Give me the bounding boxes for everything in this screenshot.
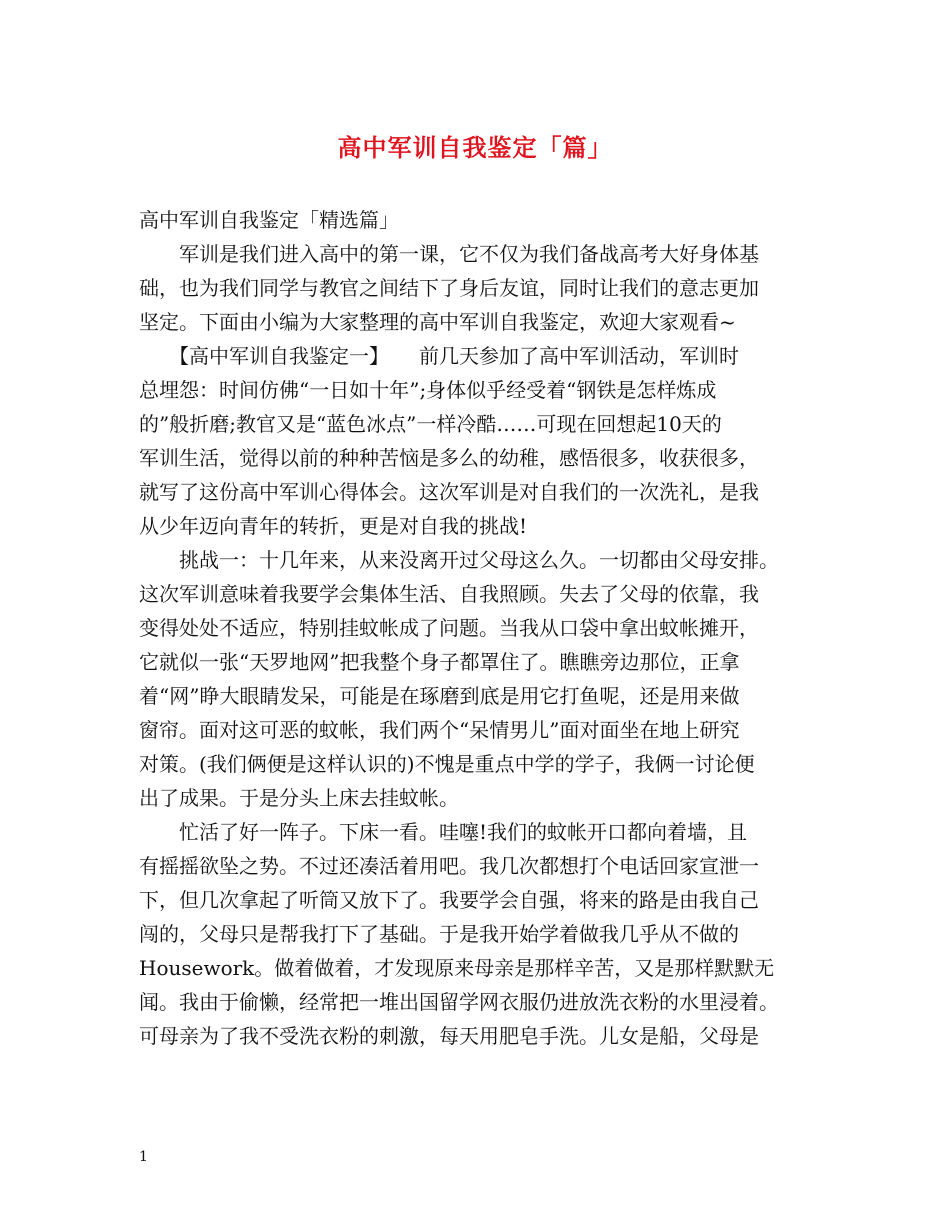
text-line: 就写了这份高中军训心得体会。这次军训是对自我们的一次洗礼，是我	[139, 480, 759, 504]
text-line: 可母亲为了我不受洗衣粉的刺激，每天用肥皂手洗。儿女是船，父母是	[139, 1024, 759, 1048]
text-line: 础，也为我们同学与教官之间结下了身后友谊，同时让我们的意志更加	[139, 276, 759, 300]
text-line: 对策。(我们俩便是这样认识的)不愧是重点中学的学子，我俩一讨论便	[139, 752, 755, 776]
text-line: 总埋怨：时间仿佛“一日如十年”;身体似乎经受着“钢铁是怎样炼成	[139, 378, 717, 402]
text-line: 有摇摇欲坠之势。不过还凑活着用吧。我几次都想打个电话回家宣泄一	[139, 854, 759, 878]
text-line: 高中军训自我鉴定「精选篇」	[139, 208, 399, 232]
text-line: 从少年迈向青年的转折，更是对自我的挑战!	[139, 514, 528, 538]
document-title: 高中军训自我鉴定「篇」	[337, 133, 613, 162]
text-line: 这次军训意味着我要学会集体生活、自我照顾。失去了父母的依靠，我	[139, 582, 759, 606]
text-line: Housework。做着做着，才发现原来母亲是那样辛苦，又是那样默默无	[139, 956, 775, 980]
text-line: 军训是我们进入高中的第一课，它不仅为我们备战高考大好身体基	[139, 242, 759, 266]
text-line: 挑战一：十几年来，从来没离开过父母这么久。一切都由父母安排。	[139, 548, 779, 572]
text-line: 忙活了好一阵子。下床一看。哇噻!我们的蚊帐开口都向着墙，且	[139, 820, 748, 844]
text-line: 军训生活，觉得以前的种种苦恼是多么的幼稚，感悟很多，收获很多，	[139, 446, 759, 470]
document-body	[139, 203, 815, 1053]
text-line: 出了成果。于是分头上床去挂蚊帐。	[139, 786, 459, 810]
text-line: 着“网”睁大眼睛发呆，可能是在琢磨到底是用它打鱼呢，还是用来做	[139, 684, 740, 708]
text-line: 变得处处不适应，特别挂蚊帐成了问题。当我从口袋中拿出蚊帐摊开，	[139, 616, 759, 640]
text-line: 闯的，父母只是帮我打下了基础。于是我开始学着做我几乎从不做的	[139, 922, 739, 946]
text-line: 的”般折磨;教官又是“蓝色冰点”一样冷酷……可现在回想起10天的	[139, 412, 722, 436]
text-line: 闻。我由于偷懒，经常把一堆出国留学网衣服仍进放洗衣粉的水里浸着。	[139, 990, 779, 1014]
text-line: 坚定。下面由小编为大家整理的高中军训自我鉴定，欢迎大家观看~	[139, 310, 736, 334]
text-line: 窗帘。面对这可恶的蚊帐，我们两个“呆情男儿”面对面坐在地上研究	[139, 718, 740, 742]
text-line: 下，但几次拿起了听筒又放下了。我要学会自强，将来的路是由我自己	[139, 888, 759, 912]
text-line: 它就似一张“天罗地网”把我整个身子都罩住了。瞧瞧旁边那位，正拿	[139, 650, 740, 674]
page-number: 1	[139, 1149, 148, 1165]
text-line: 【高中军训自我鉴定一】 前几天参加了高中军训活动，军训时	[139, 344, 739, 368]
